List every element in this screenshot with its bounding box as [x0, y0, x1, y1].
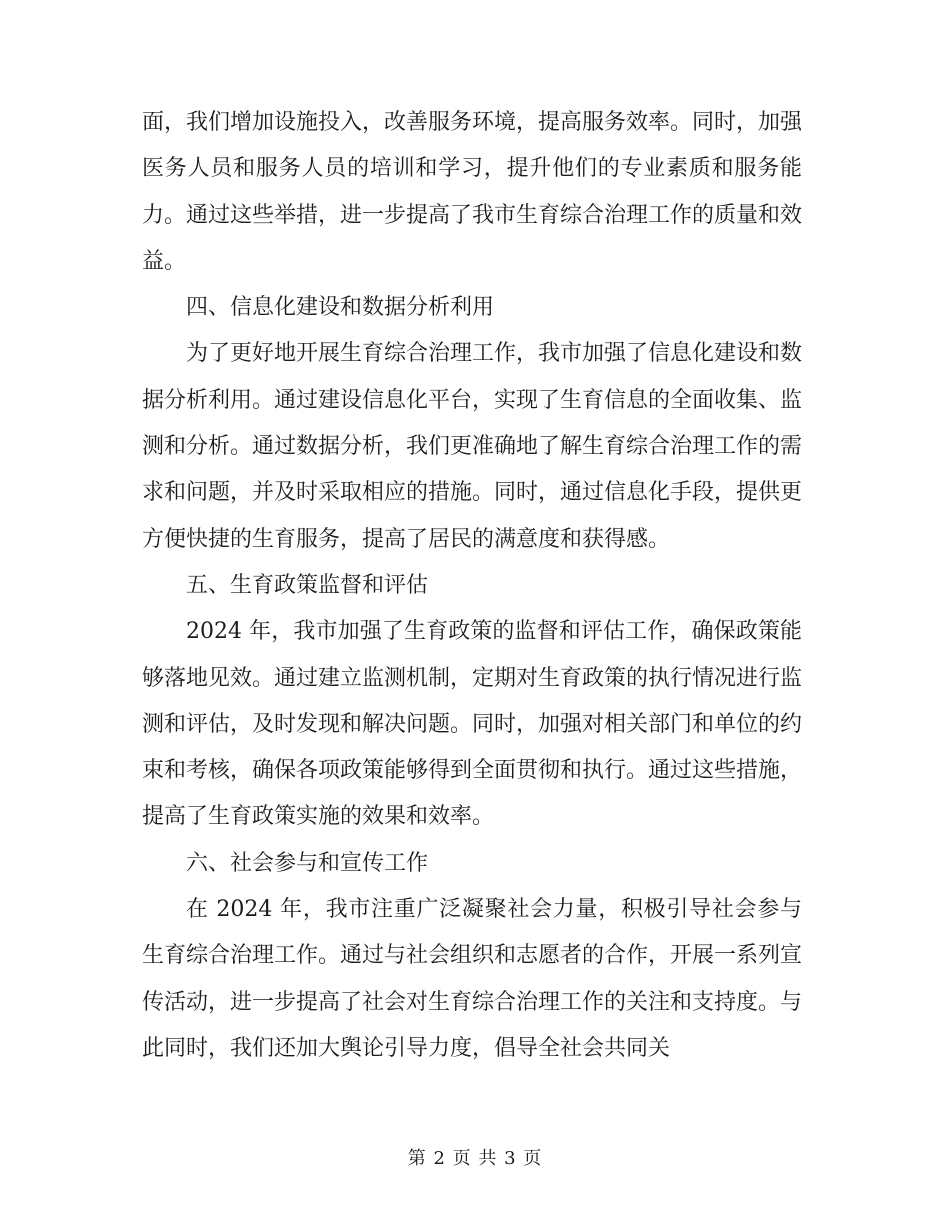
section-heading-6: 六、社会参与和宣传工作 — [186, 850, 429, 876]
section-heading-5: 五、生育政策监督和评估 — [186, 572, 429, 598]
paragraph-section-6: 在 2024 年，我市注重广泛凝聚社会力量，积极引导社会参与生育综合治理工作。通过与社会组织和志愿者的合作，开展一系列宣传活动，进一步提高了社会对生育综合治理工作的关注和支持度。与此同时，我们还加大舆论引导力度，倡导全社会共同关 — [142, 897, 803, 1061]
paragraph-continuation: 面，我们增加设施投入，改善服务环境，提高服务效率。同时，加强医务人员和服务人员的培训和学习，提升他们的专业素质和服务能力。通过这些举措，进一步提高了我市生育综合治理工作的质量和效益。 — [142, 110, 803, 274]
document-body — [142, 100, 802, 1072]
section-heading-4: 四、信息化建设和数据分析利用 — [186, 295, 495, 321]
paragraph-section-5: 2024 年，我市加强了生育政策的监督和评估工作，确保政策能够落地见效。通过建立监测机制，定期对生育政策的执行情况进行监测和评估，及时发现和解决问题。同时，加强对相关部门和单位的约束和考核，确保各项政策能够得到全面贯彻和执行。通过这些措施，提高了生育政策实施的效果和效率。 — [142, 619, 803, 830]
page-number-footer: 第 2 页 共 3 页 — [407, 1148, 543, 1169]
paragraph-section-4: 为了更好地开展生育综合治理工作，我市加强了信息化建设和数据分析利用。通过建设信息化平台，实现了生育信息的全面收集、监测和分析。通过数据分析，我们更准确地了解生育综合治理工作的需求和问题，并及时采取相应的措施。同时，通过信息化手段，提供更方便快捷的生育服务，提高了居民的满意度和获得感。 — [142, 341, 803, 552]
